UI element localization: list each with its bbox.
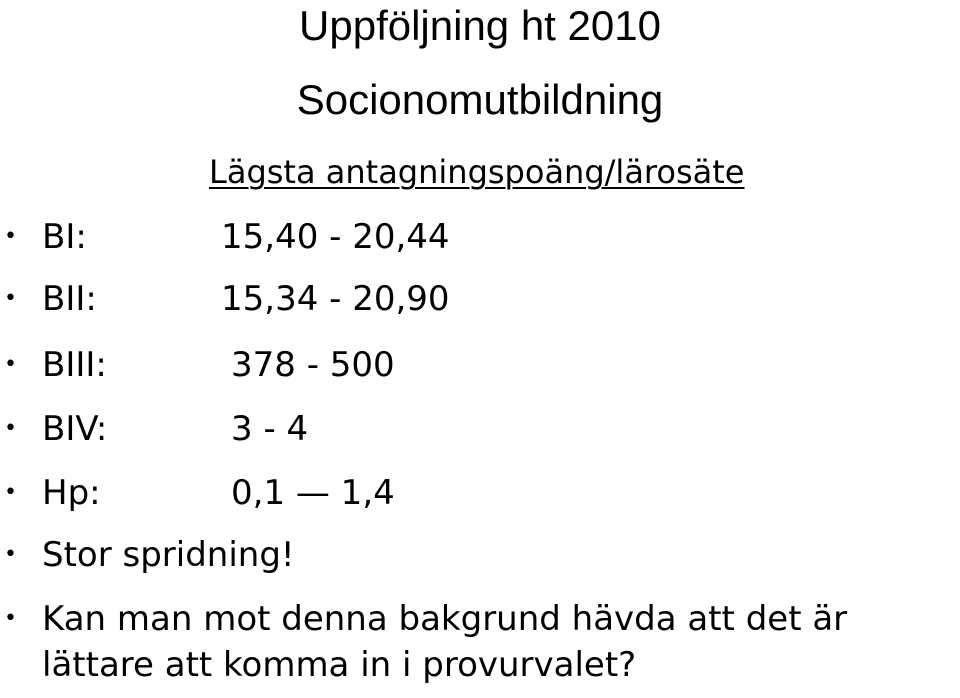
- bullet-value: 0,1 — 1,4: [231, 473, 395, 513]
- bullet-label: Stor spridning!: [42, 535, 295, 575]
- column-heading: Lägsta antagningspoäng/lärosäte: [209, 153, 745, 191]
- bullet-value: 15,40 - 20,44: [221, 217, 450, 257]
- bullet-icon: •: [4, 606, 17, 631]
- bullet-label-continuation: lättare att komma in i provurvalet?: [42, 645, 637, 685]
- bullet-label: BI:: [42, 217, 87, 257]
- bullet-label: BIV:: [42, 409, 108, 449]
- slide-title-line-2: Socionomutbildning: [296, 76, 664, 123]
- slide-title-line-1: Uppföljning ht 2010: [299, 2, 661, 49]
- bullet-value: 378 - 500: [231, 345, 395, 385]
- bullet-label: Hp:: [42, 473, 101, 513]
- bullet-value: 3 - 4: [231, 409, 309, 449]
- bullet-icon: •: [4, 480, 17, 505]
- bullet-value: 15,34 - 20,90: [221, 279, 450, 319]
- bullet-icon: •: [4, 542, 17, 567]
- bullet-icon: •: [4, 352, 17, 377]
- bullet-icon: •: [4, 224, 17, 249]
- bullet-label: Kan man mot denna bakgrund hävda att det är: [42, 599, 848, 639]
- bullet-icon: •: [4, 416, 17, 441]
- bullet-icon: •: [4, 286, 17, 311]
- bullet-label: BIII:: [42, 345, 107, 385]
- bullet-label: BII:: [42, 279, 97, 319]
